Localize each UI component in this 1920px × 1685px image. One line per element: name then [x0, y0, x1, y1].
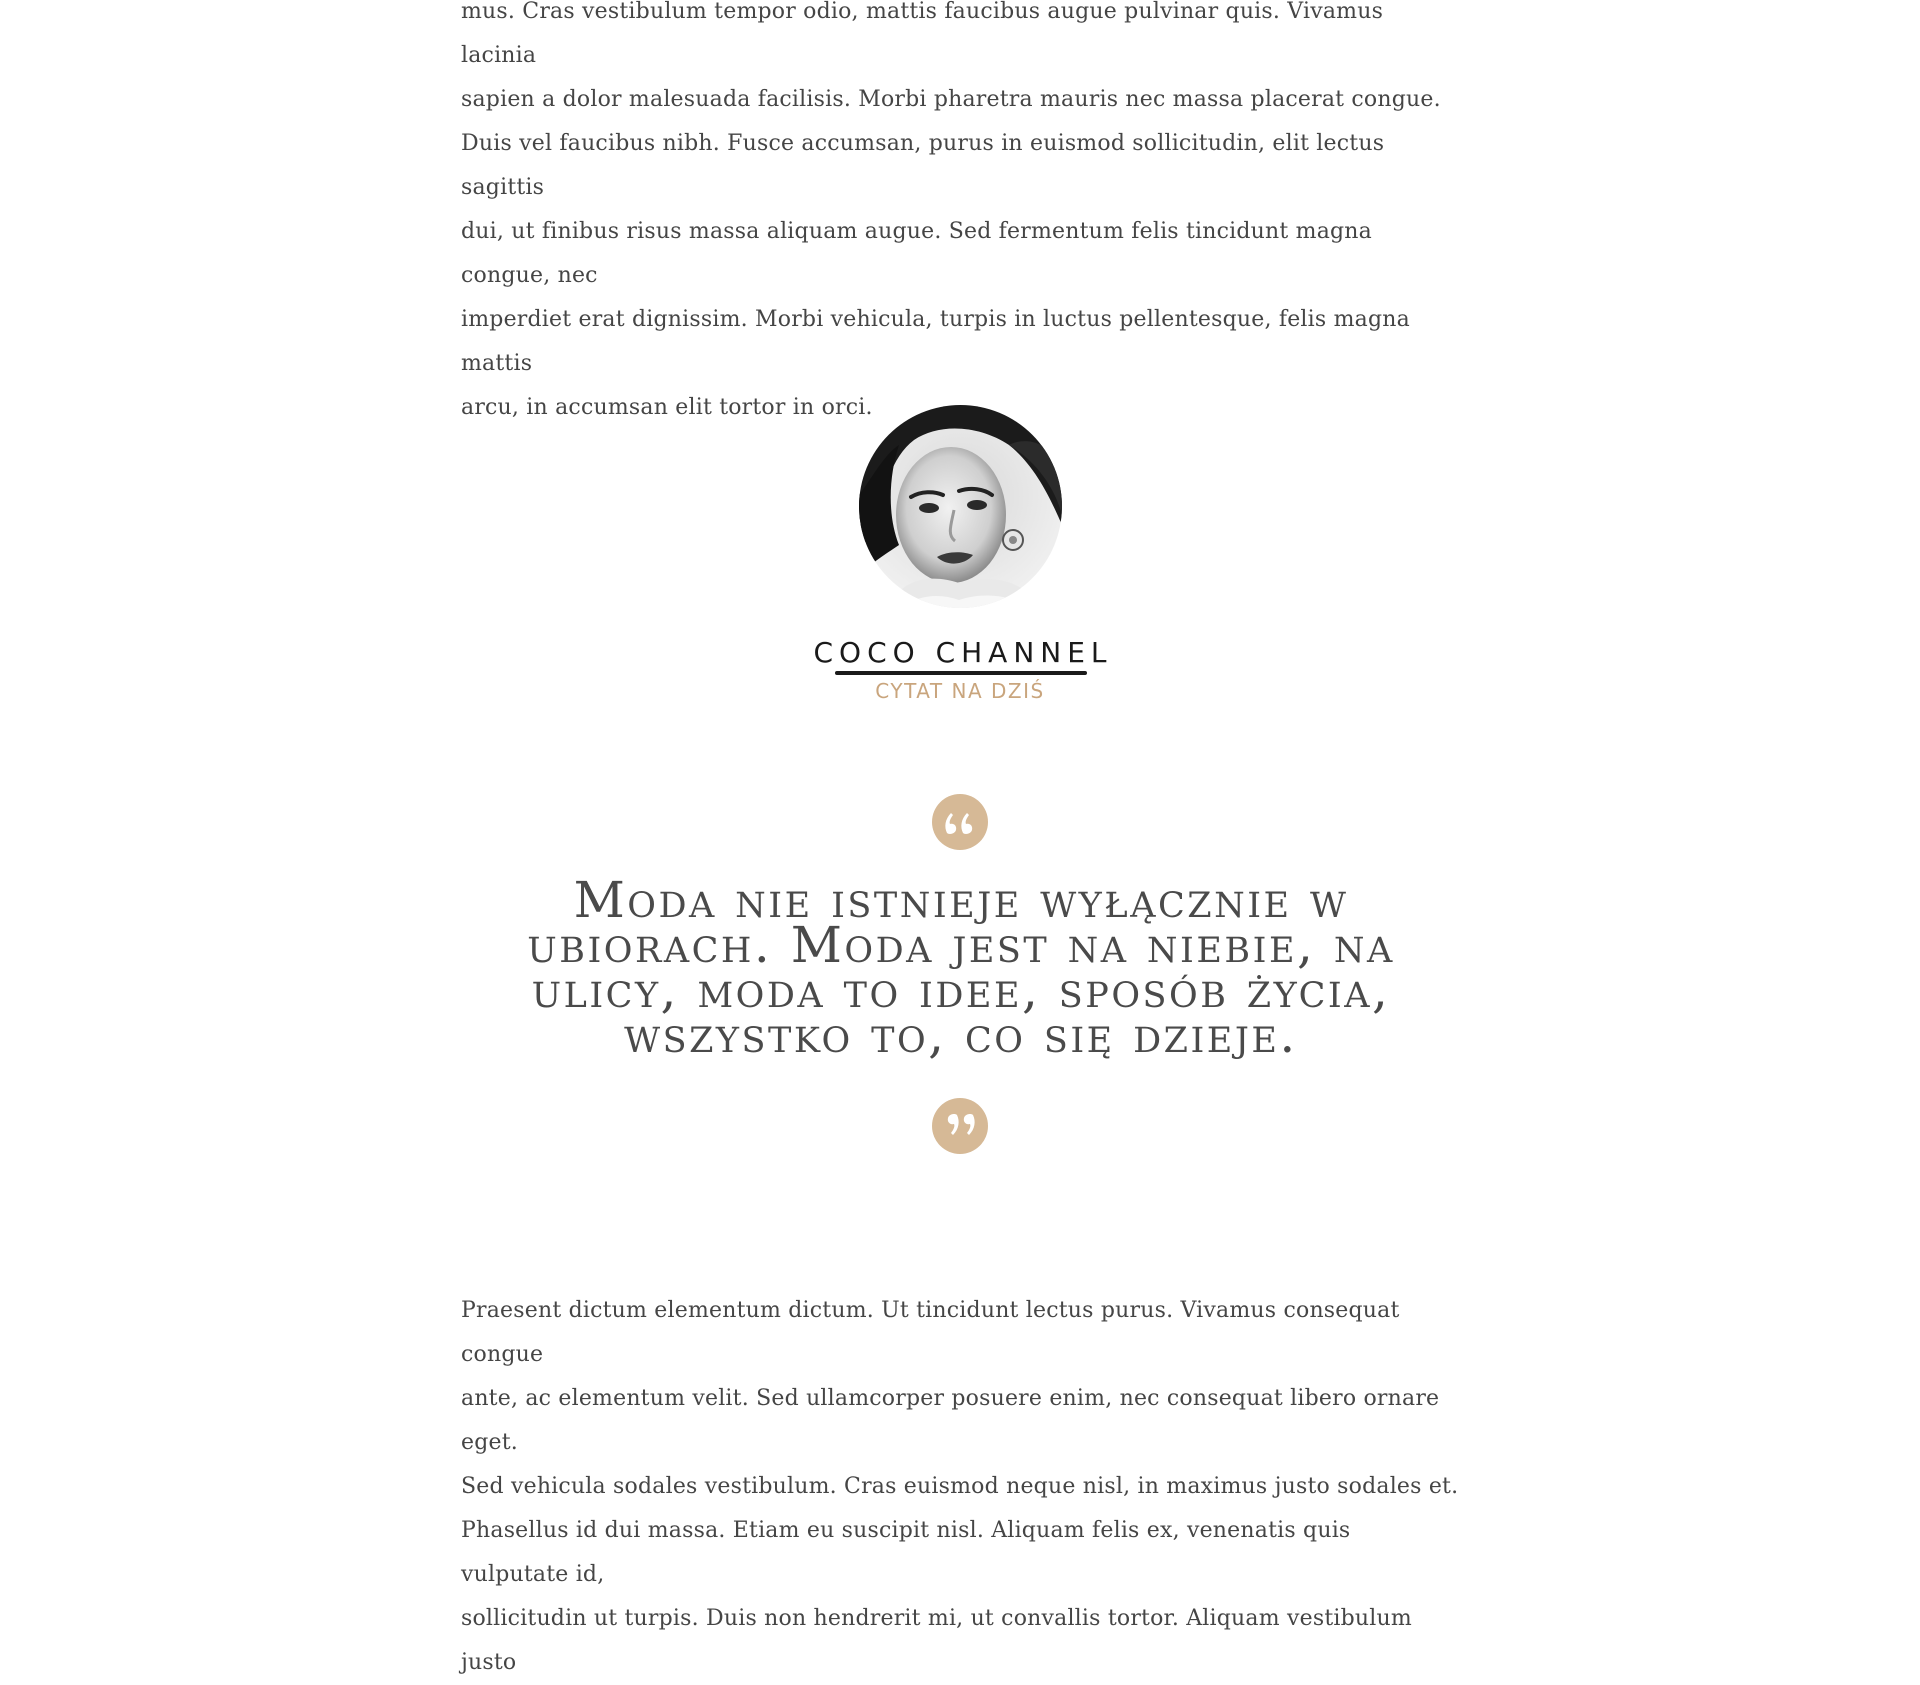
quote-text: Moda nie istnieje wyłącznie w ubiorach. Moda jest na niebie, na ulicy, moda to idee, sposób życia, wszystko to, co się dzieje.	[527, 871, 1395, 1064]
article-paragraph-continued: mus. Cras vestibulum tempor odio, mattis faucibus augue pulvinar quis. Vivamus lacinia sapien a dolor malesuada facilisis. Morbi pharetra mauris nec massa placerat congue.	[461, 0, 1441, 112]
opening-quote-icon	[932, 794, 988, 850]
author-subtitle: CYTAT NA DZIŚ	[875, 679, 1045, 703]
author-name-underline	[835, 671, 1086, 675]
author-avatar	[859, 405, 1062, 608]
portrait-photo	[859, 405, 1062, 608]
article-paragraph: Duis vel faucibus nibh. Fusce accumsan, purus in euismod sollicitudin, elit lectus sagittis dui, ut finibus risus massa aliquam augue. Sed fermentum felis tincidunt magna congue, nec imperdiet erat dignissim. Morbi vehicula, turpis in luctus pellentesque, felis magna mattis arcu, in accumsan elit tortor in orci.	[461, 131, 1410, 420]
quote-author-block	[0, 405, 1920, 703]
article-paragraph: Praesent dictum elementum dictum. Ut tincidunt lectus purus. Vivamus consequat congue ante, ac elementum velit. Sed ullamcorper posuere enim, nec consequat libero ornare eget. Sed vehicula sodales vestibulum. Cras euismod neque nisl, in maximus justo sodales et. Phasellus id dui massa. Etiam eu suscipit nisl. Aliquam felis ex, venenatis quis vulputate id, sollicitudin ut turpis. Duis non hendrerit mi, ut convallis tortor. Aliquam vestibulum justo	[461, 1298, 1459, 1675]
author-name-text: COCO CHANNEL	[813, 636, 1113, 669]
author-name	[805, 636, 1114, 675]
closing-quote-icon	[932, 1098, 988, 1154]
